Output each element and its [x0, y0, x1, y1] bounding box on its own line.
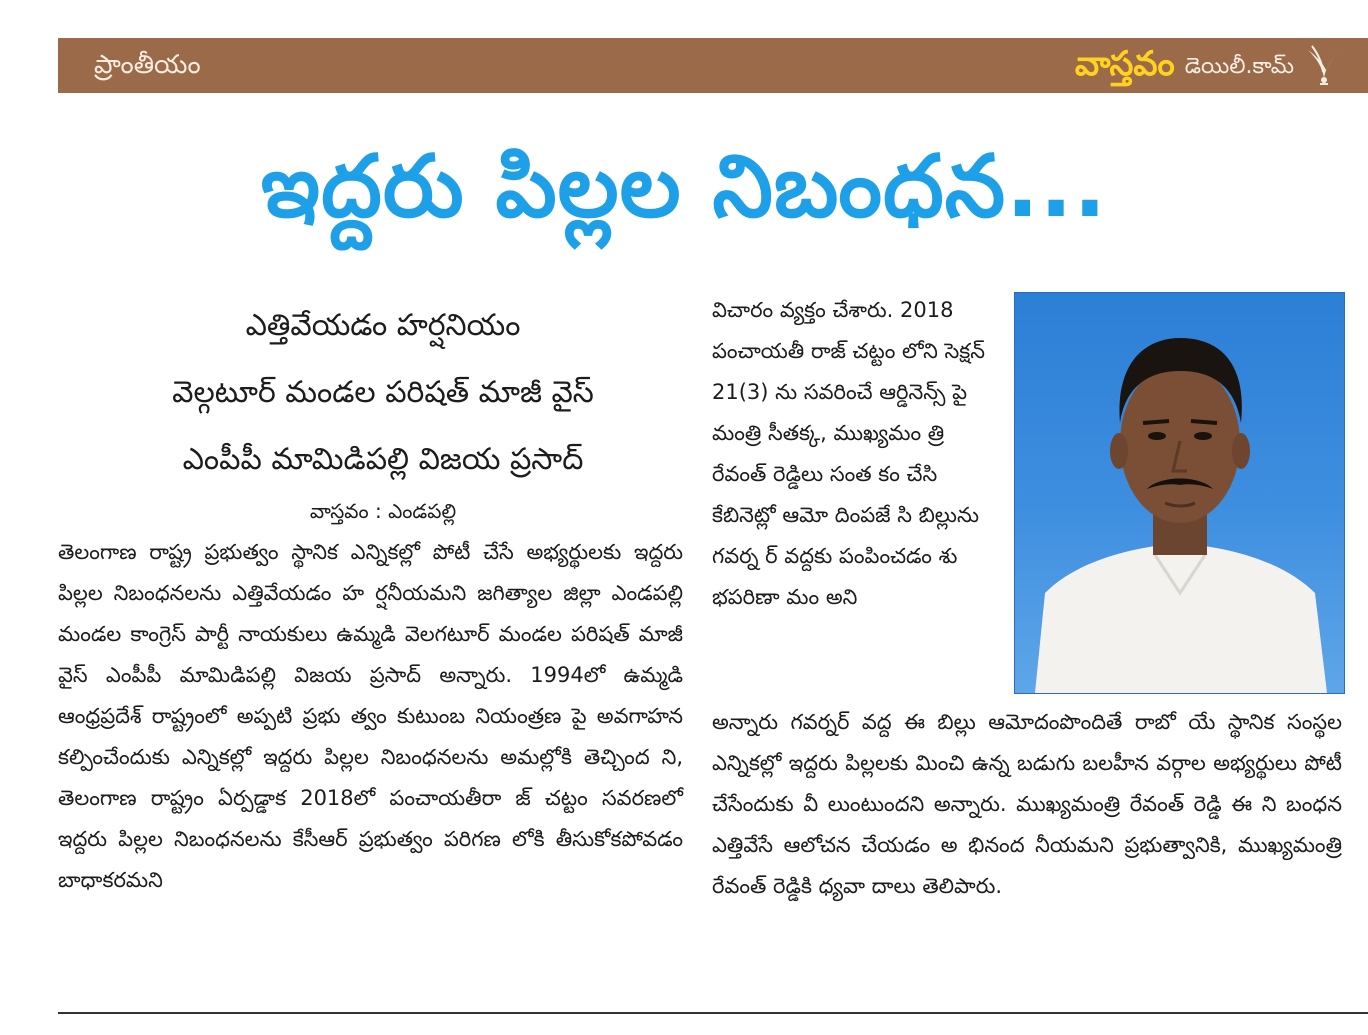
bottom-divider — [58, 1012, 1368, 1014]
brand-name: వాస్తవం — [1074, 44, 1175, 84]
section-header-bar — [58, 38, 1368, 93]
brand — [1075, 42, 1344, 86]
subhead-line: ఎంపీపీ మామిడిపల్లి విజయ ప్రసాద్ — [182, 442, 584, 477]
subhead-line: వెల్గటూర్ మండల పరిషత్ మాజీ వైస్ — [172, 375, 594, 410]
article-body-right-top: విచారం వ్యక్తం చేశారు. 2018 పంచాయతీ రాజ్ చట్టం లోని సెక్షన్ 21(3) ను సవరించే ఆర్డినెన్స్ పై మంత్రి సీతక్క, ముఖ్యమం త్రి రేవంత్ రెడ్డిలు సంత కం చేసి కేబినెట్లో ఆమో దింపజే సి బిల్లును గవర్న ర్ వద్దకు పంపించడం శు భపరిణా మం అని — [712, 298, 985, 609]
article-body-left: తెలంగాణ రాష్ట్ర ప్రభుత్వం స్థానిక ఎన్నికల్లో పోటీ చేసే అభ్యర్థులకు ఇద్దరు పిల్లల నిబంధనలను ఎత్తివేయడం హ ర్షనీయమని జగిత్యాల జిల్లా ఎండపల్లి మండల కాంగ్రెస్ పార్టీ నాయకులు ఉమ్మడి వెలగటూర్ మండల పరిషత్ మాజీ వైస్ ఎంపీపీ మామిడిపల్లి విజయ ప్రసాద్ అన్నారు. 1994లో ఉమ్మడి ఆంధ్రప్రదేశ్ రాష్ట్రంలో అప్పటి ప్రభు త్వం కుటుంబ నియంత్రణ పై అవగాహన కల్పించేందుకు ఎన్నికల్లో ఇద్దరు పిల్లల నిబంధనలను అమల్లోకి తెచ్చింద ని, తెలంగాణ రాష్ట్రం ఏర్పడ్డాక 2018లో పంచాయతీరా జ్ చట్టం సవరణలో ఇద్దరు పిల్లల నిబంధనలను కేసీఆర్ ప్రభుత్వం పరిగణ లోకి తీసుకోకపోవడం బాధాకరమని — [58, 540, 683, 892]
portrait-photo — [1014, 292, 1345, 694]
headline: ఇద్దరు పిల్లల నిబంధన... — [260, 137, 1108, 237]
article-body-right-bottom: అన్నారు గవర్నర్ వద్ద ఈ బిల్లు ఆమోదంపొందితే రాబో యే స్థానిక సంస్థల ఎన్నికల్లో ఇద్దరు పిల్లలకు మించి ఉన్న బడుగు బలహీన వర్గాల అభ్యర్థులు పోటీ చేసేందుకు వీ లుంటుందని అన్నారు. ముఖ్యమంత్రి రేవంత్ రెడ్డి ఈ ని బంధన ఎత్తివేసే ఆలోచన చేయడం అ భినంద నీయమని ప్రభుత్వానికి, ముఖ్యమంత్రి రేవంత్ రెడ్డికి ధ్యవా దాలు తెలిపారు. — [712, 710, 1342, 898]
byline: వాస్తవం : ఎండపల్లి — [309, 499, 457, 523]
brand-site: డెయిలీ.కామ్ — [1184, 54, 1294, 79]
section-label: ప్రాంతీయం — [94, 50, 201, 80]
subhead-line: ఎత్తివేయడం హర్షనియం — [245, 308, 521, 343]
bird-icon — [1304, 44, 1344, 86]
subheadline — [58, 292, 708, 493]
